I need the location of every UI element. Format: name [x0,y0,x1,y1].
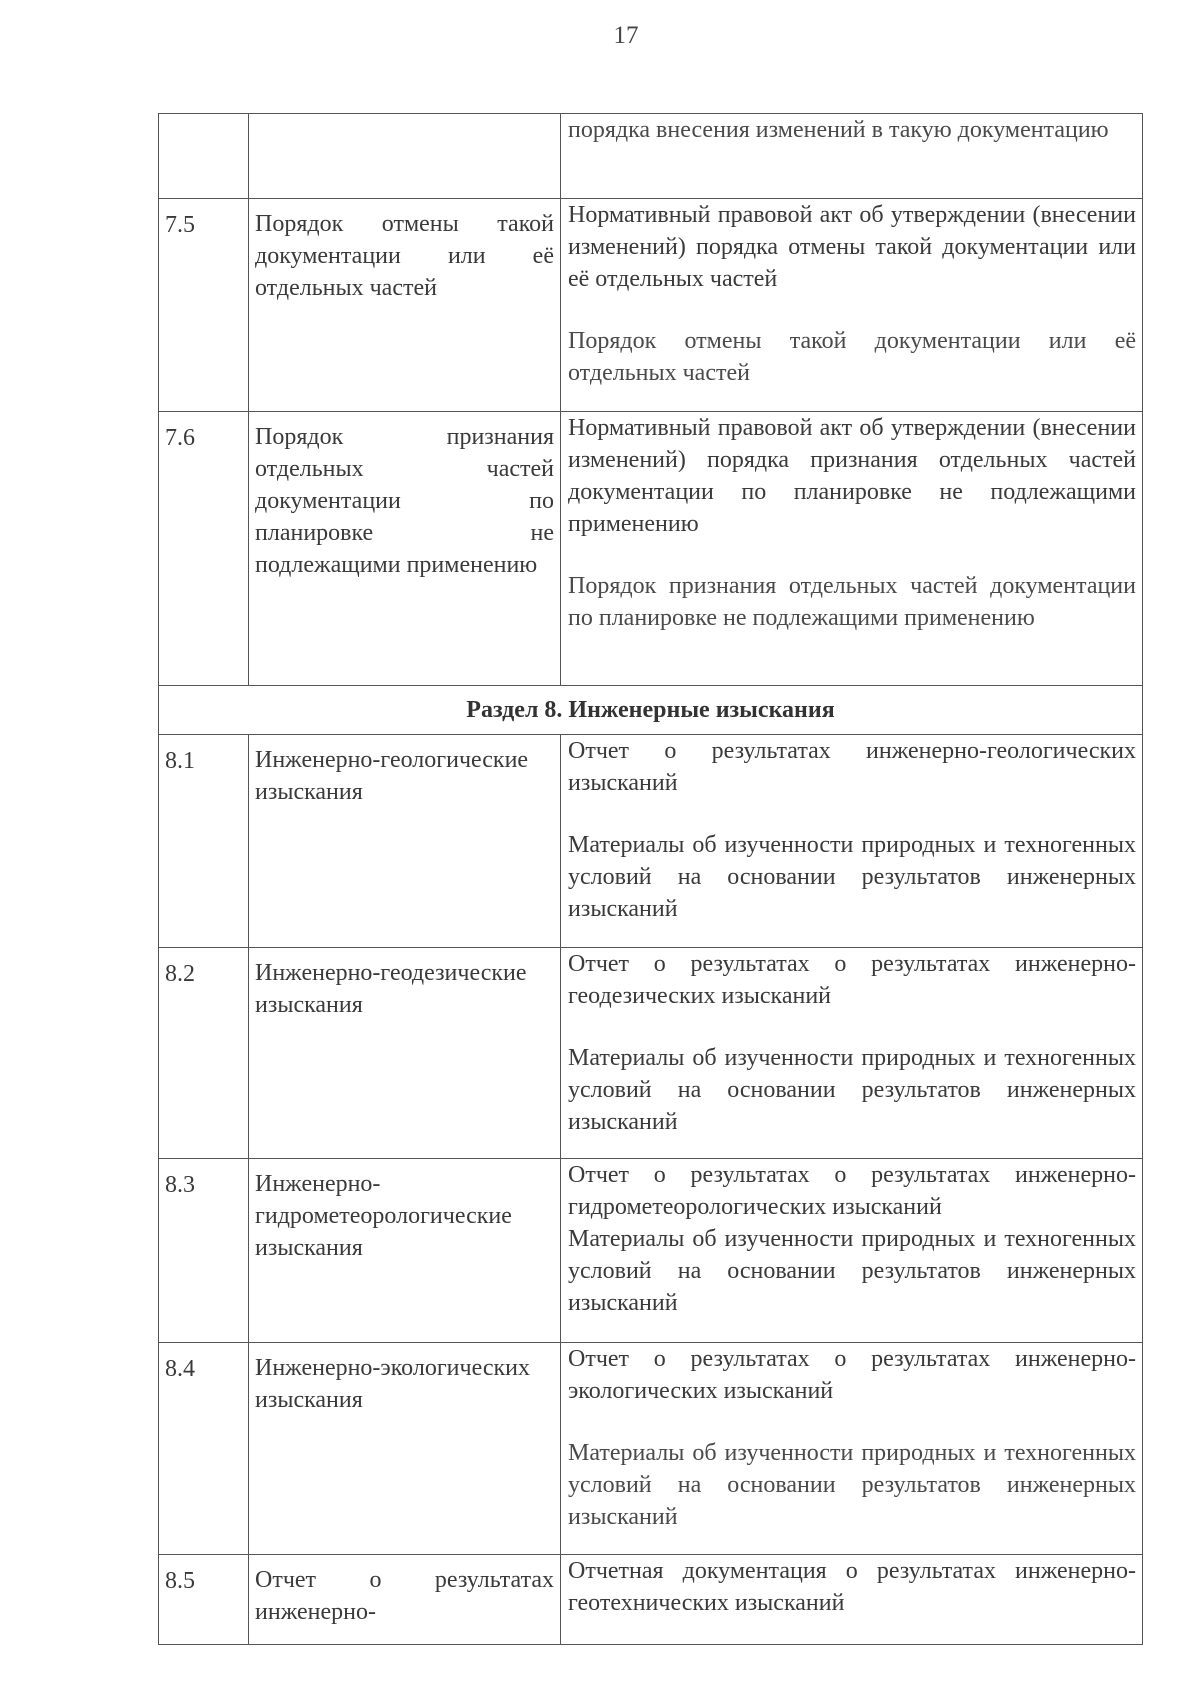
section-header-row [159,686,1143,735]
doc-paragraph: порядка внесения изменений в такую документацию [568,117,1109,143]
row-docs-cell [561,948,1143,1159]
row-name-cell: Инженерно-геологические изыскания [249,735,561,948]
row-number-cell: 8.4 [159,1343,249,1555]
doc-paragraph: Отчет о результатах инженерно-геологических изысканий [568,738,1136,796]
table-row [159,199,1143,412]
doc-paragraph: Отчет о результатах о результатах инженерно-экологических изысканий [568,1346,1136,1404]
doc-paragraph: Материалы об изученности природных и техногенных условий на основании результатов инженерных изысканий [568,832,1136,922]
row-number-cell: 8.3 [159,1159,249,1343]
doc-paragraph: Материалы об изученности природных и техногенных условий на основании результатов инженерных изысканий [568,1226,1136,1316]
section-title: Раздел 8. Инженерные изыскания [159,686,1143,735]
table-row [159,948,1143,1159]
table-row [159,735,1143,948]
row-number-cell: 7.5 [159,199,249,412]
table-row [159,1159,1143,1343]
doc-paragraph: Нормативный правовой акт об утверждении (внесении изменений) порядка признания отдельных частей документации по планировке не подлежащими применению [568,415,1136,537]
doc-paragraph: Отчет о результатах о результатах инженерно-гидрометеорологических изысканий [568,1162,1136,1220]
doc-paragraph: Материалы об изученности природных и техногенных условий на основании результатов инженерных изысканий [568,1440,1136,1530]
row-docs-cell [561,114,1143,199]
row-docs-cell [561,199,1143,412]
page-number: 17 [613,22,639,49]
row-name-cell: Инженерно-экологических изыскания [249,1343,561,1555]
row-number-cell [159,114,249,199]
doc-paragraph: Отчетная документация о результатах инженерно-геотехнических изысканий [568,1558,1136,1616]
row-docs-cell [561,735,1143,948]
row-name-cell: Инженерно-геодезические изыскания [249,948,561,1159]
row-name-cell: Инженерно-гидрометеорологические изыскания [249,1159,561,1343]
table-row [159,1555,1143,1645]
row-docs-cell [561,1555,1143,1645]
row-name-cell [249,114,561,199]
doc-paragraph: Нормативный правовой акт об утверждении (внесении изменений) порядка отмены такой документации или её отдельных частей [568,202,1136,292]
row-name-cell: Порядок признания отдельных частей документации по планировке не подлежащими применению [249,412,561,686]
row-docs-cell [561,1343,1143,1555]
documents-table [158,113,1143,1645]
row-name-cell: Порядок отмены такой документации или её отдельных частей [249,199,561,412]
row-docs-cell [561,412,1143,686]
row-number-cell: 8.5 [159,1555,249,1645]
row-number-cell: 7.6 [159,412,249,686]
table-row [159,114,1143,199]
row-number-cell: 8.2 [159,948,249,1159]
table-row [159,412,1143,686]
doc-paragraph: Материалы об изученности природных и техногенных условий на основании результатов инженерных изысканий [568,1045,1136,1135]
doc-paragraph: Отчет о результатах о результатах инженерно-геодезических изысканий [568,951,1136,1009]
table-row [159,1343,1143,1555]
doc-paragraph: Порядок отмены такой документации или её отдельных частей [568,328,1136,386]
row-name-cell: Отчет о результатах инженерно- [249,1555,561,1645]
row-number-cell: 8.1 [159,735,249,948]
row-docs-cell [561,1159,1143,1343]
doc-paragraph: Порядок признания отдельных частей документации по планировке не подлежащими применению [568,573,1136,631]
